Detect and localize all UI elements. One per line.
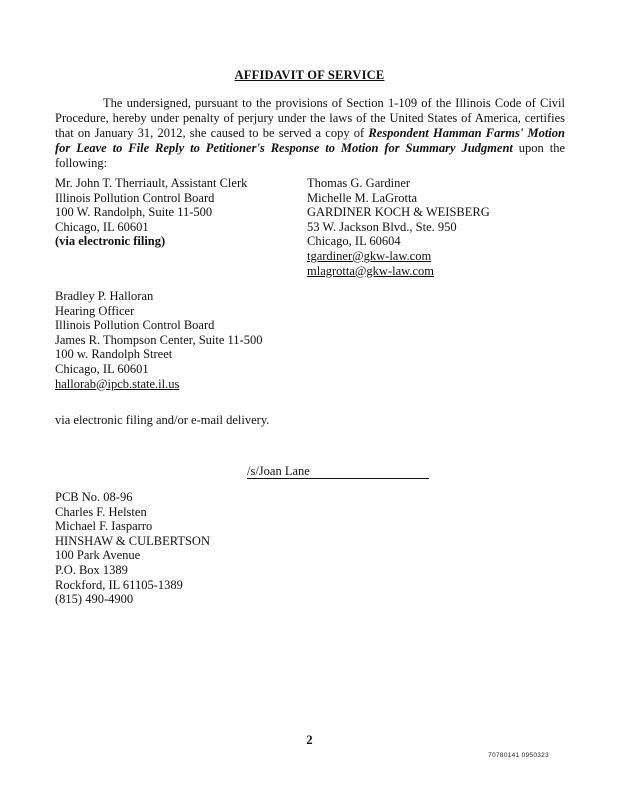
- attorney-line: Rockford, IL 61105-1389: [55, 577, 183, 592]
- attorney-line: HINSHAW & CULBERTSON: [55, 533, 210, 548]
- address-line: Michelle M. LaGrotta: [307, 190, 418, 205]
- document-title: AFFIDAVIT OF SERVICE: [234, 68, 385, 82]
- address-line: 53 W. Jackson Blvd., Ste. 950: [307, 219, 457, 234]
- attorney-line: Charles F. Helsten: [55, 504, 147, 519]
- address-line: Illinois Pollution Control Board: [55, 318, 215, 333]
- document-id: 70780141 0950323: [488, 752, 549, 759]
- signature: /s/Joan Lane: [247, 464, 310, 478]
- attorney-line: 100 Park Avenue: [55, 548, 141, 563]
- intro-text-before: The undersigned, pursuant to the provisions of Section 1-109 of the Illinois Code of Civil Procedure, hereby under penalty of perjury under the laws of the United States of America, certifies that on January 31, 2012, she caused to be served a copy of: [55, 96, 565, 140]
- attorney-line: (815) 490-4900: [55, 592, 134, 607]
- served-document-title: Respondent Hamman Farms' Motion for Leave to File Reply to Petitioner's Response to Motion for Summary Judgment: [55, 126, 565, 155]
- address-line: Bradley P. Halloran: [55, 289, 154, 303]
- intro-paragraph: [55, 96, 565, 171]
- intro-text-after: upon the following:: [55, 141, 565, 170]
- address-line: James R. Thompson Center, Suite 11-500: [55, 332, 263, 347]
- address-line: Illinois Pollution Control Board: [55, 190, 215, 205]
- recipient-counsel: [307, 176, 490, 278]
- recipient-hearing-officer: [55, 289, 262, 391]
- recipient-clerk: [55, 176, 247, 249]
- email-link[interactable]: mlagrotta@gkw-law.com: [307, 263, 434, 278]
- delivery-method: via electronic filing and/or e-mail delivery.: [55, 413, 270, 427]
- address-line: Chicago, IL 60604: [307, 234, 401, 249]
- page-number: 2: [306, 733, 313, 747]
- attorney-line: Michael F. Iasparro: [55, 519, 153, 534]
- attorney-block: [55, 490, 210, 607]
- address-line: Mr. John T. Therriault, Assistant Clerk: [55, 176, 248, 190]
- attorney-line: P.O. Box 1389: [55, 562, 128, 577]
- address-line: Thomas G. Gardiner: [307, 176, 411, 190]
- address-line: Chicago, IL 60601: [55, 361, 149, 376]
- address-line: Hearing Officer: [55, 303, 135, 318]
- email-link[interactable]: hallorab@ipcb.state.il.us: [55, 376, 180, 391]
- attorney-line: PCB No. 08-96: [55, 490, 133, 504]
- address-line: 100 W. Randolph, Suite 11-500: [55, 205, 213, 220]
- address-line: GARDINER KOCH & WEISBERG: [307, 205, 490, 220]
- address-line: 100 w. Randolph Street: [55, 347, 173, 362]
- email-link[interactable]: tgardiner@gkw-law.com: [307, 248, 432, 263]
- signature-line: [247, 464, 429, 479]
- delivery-note: (via electronic filing): [55, 234, 166, 249]
- address-line: Chicago, IL 60601: [55, 219, 149, 234]
